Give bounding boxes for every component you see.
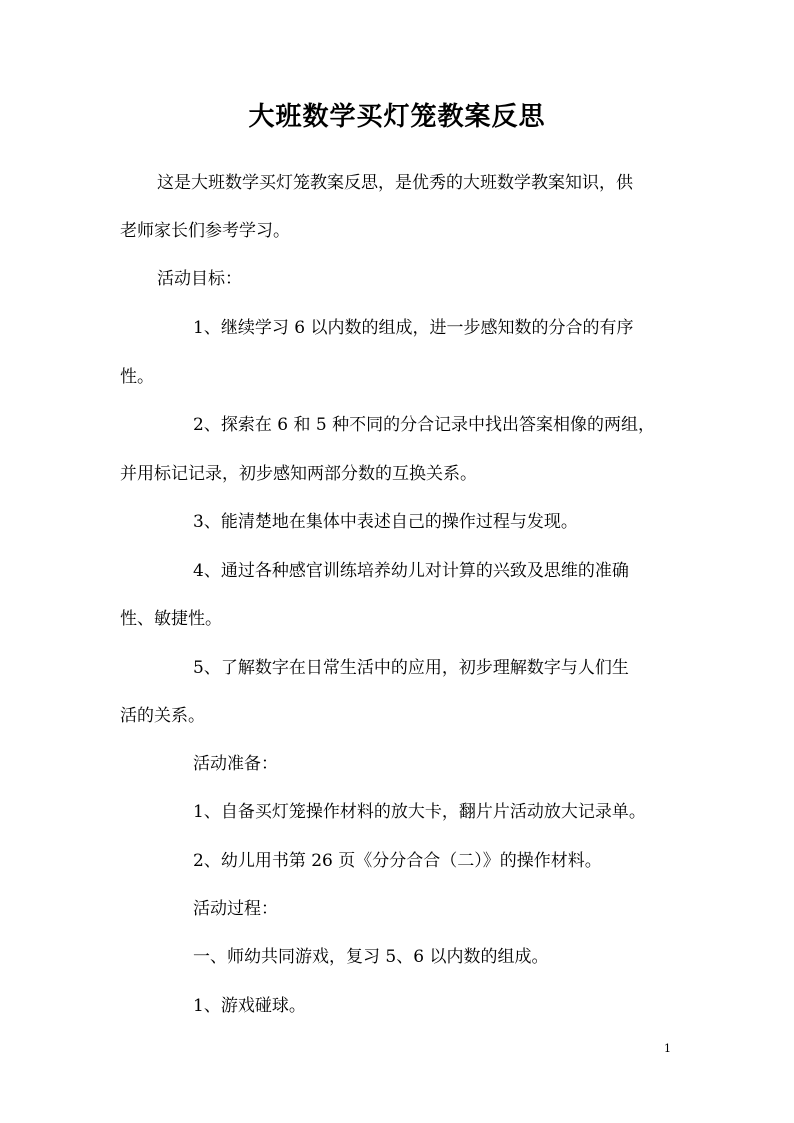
objective-5-line-2: 活的关系。 [120, 706, 205, 726]
objective-2-line-2: 并用标记记录，初步感知两部分数的互换关系。 [120, 464, 477, 484]
preparation-1: 1、自备买灯笼操作材料的放大卡，翻片片活动放大记录单。 [193, 802, 646, 822]
objective-4-line-1: 4、通过各种感官训练培养幼儿对计算的兴致及思维的准确 [193, 561, 629, 581]
document-title: 大班数学买灯笼教案反思 [248, 102, 546, 132]
intro-line-1: 这是大班数学买灯笼教案反思，是优秀的大班数学教案知识，供 [157, 173, 633, 193]
intro-line-2: 老师家长们参考学习。 [120, 221, 290, 241]
objective-1-line-1: 1、继续学习 6 以内数的组成，进一步感知数的分合的有序 [193, 318, 634, 338]
objective-3: 3、能清楚地在集体中表述自己的操作过程与发现。 [193, 512, 578, 532]
process-heading: 活动过程： [193, 899, 278, 919]
objective-2-line-1: 2、探索在 6 和 5 种不同的分合记录中找出答案相像的两组， [193, 415, 656, 435]
page-number: 1 [664, 1042, 671, 1055]
preparation-heading: 活动准备： [193, 754, 278, 774]
objectives-heading: 活动目标： [157, 269, 242, 289]
objective-4-line-2: 性、敏捷性。 [120, 609, 222, 629]
preparation-2: 2、幼儿用书第 26 页《分分合合（二）》的操作材料。 [193, 851, 602, 871]
objective-5-line-1: 5、了解数字在日常生活中的应用，初步理解数字与人们生 [193, 658, 629, 678]
objective-1-line-2: 性。 [120, 367, 154, 387]
process-step-1: 一、师幼共同游戏，复习 5、6 以内数的组成。 [193, 947, 549, 967]
process-step-1-item-1: 1、游戏碰球。 [193, 996, 306, 1016]
